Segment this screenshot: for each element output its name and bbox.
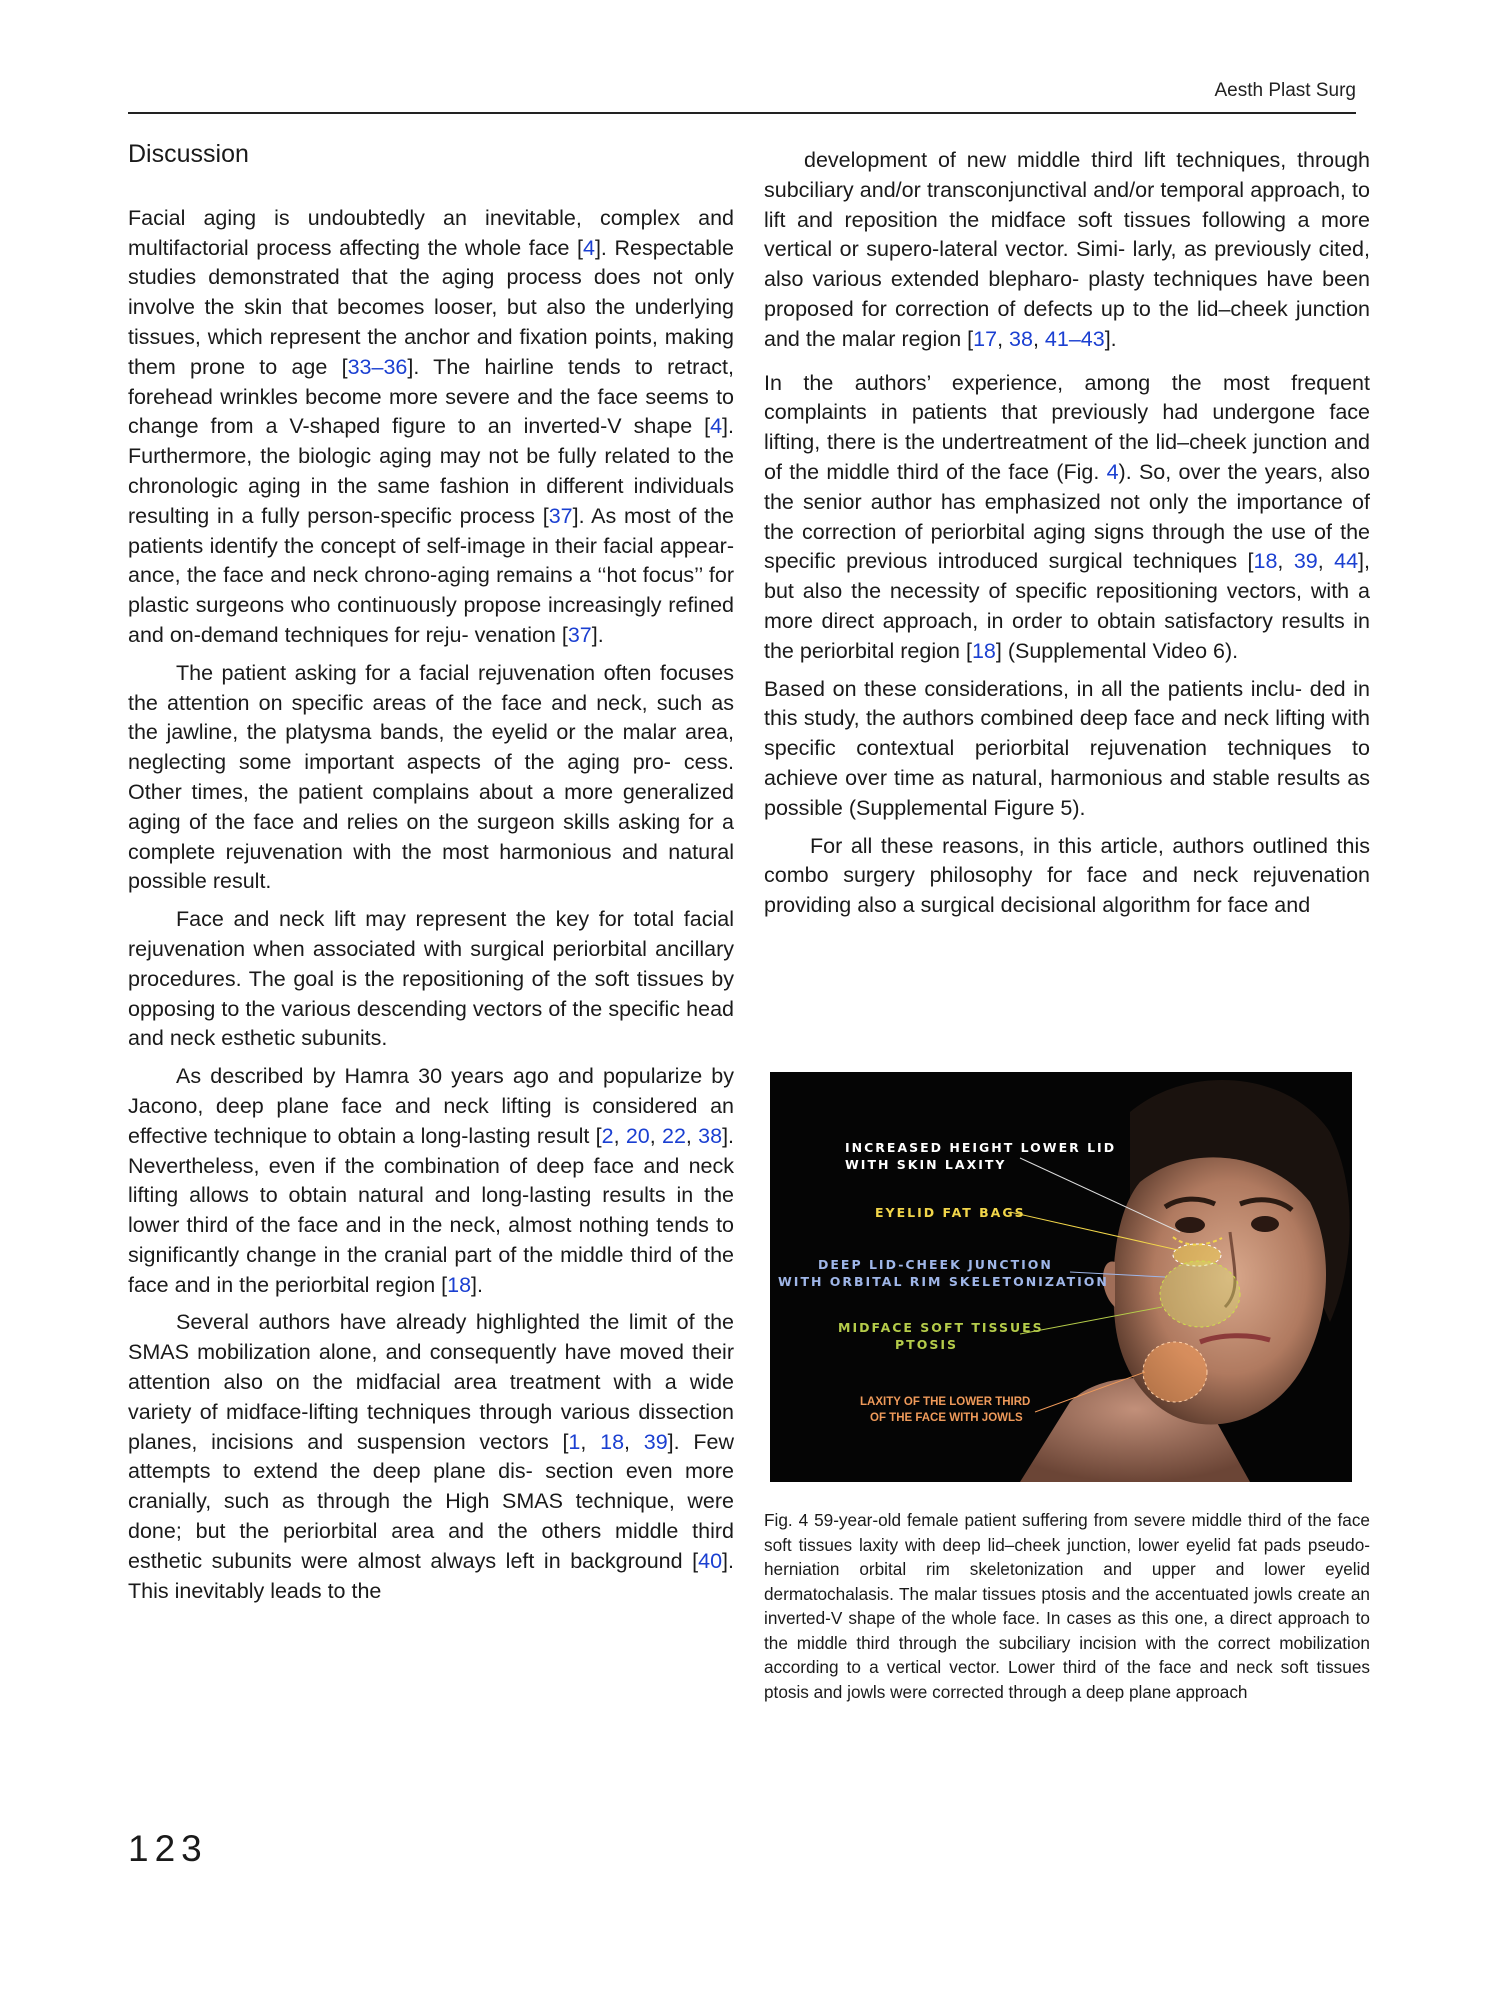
label-midface: MIDFACE SOFT TISSUES [838,1320,1044,1335]
label-jowls: LAXITY OF THE LOWER THIRD [860,1396,1031,1408]
paragraph-9: For all these reasons, in this article, authors outlined this combo surgery philosophy for face and neck rejuvenation providing also a surgical decisional algorithm for face and [764,833,1370,918]
citation-link[interactable]: 37 [548,503,573,528]
midface-overlay [1160,1261,1240,1327]
paragraph-6: development of new middle third lift techniques, through subciliary and/or transconjunctival and/or temporal approach, to lift and reposition the midface soft tissues following a more vertical or supero-lateral vector. Simi- larly, as previously cited, also various extended blepharo- plasty techniques have been proposed for correction of defects up to the lid–cheek junction and the malar region [17, 38, 41–43]. [764,148,1370,351]
citation-link[interactable]: 18 [1253,549,1278,574]
label-midface-2: PTOSIS [895,1337,958,1352]
citation-link[interactable]: 40 [698,1548,723,1573]
citation-link[interactable]: 17 [973,326,998,351]
citation-link[interactable]: 18 [600,1429,625,1454]
citation-link[interactable]: 44 [1334,549,1359,574]
citation-link[interactable]: 22 [661,1123,686,1148]
citation-link[interactable]: 18 [971,638,996,663]
page-number: 123 [128,1828,208,1869]
citation-link[interactable]: 4 [582,235,595,260]
eye-left [1175,1217,1205,1233]
citation-link[interactable]: 20 [625,1123,650,1148]
eye-right [1251,1216,1279,1232]
figure-4-photo [770,1072,1352,1482]
citation-link[interactable]: 4 [710,414,723,439]
running-header [128,80,1356,114]
jowl-overlay [1143,1342,1207,1402]
annotated-face-photo [770,1072,1352,1482]
citation-link[interactable]: 38 [1009,326,1033,351]
label-lower-lid-2: WITH SKIN LAXITY [845,1157,1007,1172]
paragraph-2: The patient asking for a facial rejuvenation often focuses the attention on specific areas of the face and neck, such as the jawline, the platysma bands, the eyelid or the malar area, neglecting some important aspects of the aging pro- cess. Other times, the patient complains about a more generalized aging of the face and relies on the surgeon skills asking for a complete rejuvenation with the most harmonious and natural possible result. [128,660,734,894]
label-lower-lid: INCREASED HEIGHT LOWER LID [845,1140,1117,1155]
citation-link[interactable]: 39 [1293,549,1318,574]
citation-link[interactable]: 37 [567,622,592,647]
figure-link[interactable]: 4 [1106,459,1119,484]
left-column [128,140,734,1614]
paragraph-1: Facial aging is undoubtedly an inevitable, complex and multifactorial process affecting the whole face [4]. Respectable studies demonstrated that the aging process does not only involve the skin that becomes looser, but also the underlying tissues, which represent the anchor and fixation points, making them prone to age [33–36]. The hairline tends to retract, forehead wrinkles become more severe and the face seems to change from a V-shaped figure to an inverted-V shape [4]. Furthermore, the biologic aging may not be fully related to the chronologic aging in the same fashion in different individuals resulting in a fully person-specific process [37]. As most of the patients identify the concept of self-image in their facial appear- ance, the face and neck chrono-aging remains a ‘‘hot focus’’ for plastic surgeons who continuously propose increasingly refined and on-demand techniques for reju- venation [37]. [128,205,734,647]
label-lid-cheek-2: WITH ORBITAL RIM SKELETONIZATION [778,1274,1109,1289]
citation-link[interactable]: 1 [568,1429,581,1454]
paragraph-5: Several authors have already highlighted the limit of the SMAS mobilization alone, and consequently have moved their attention also on the midfacial area treatment with a wide variety of midface-lifting techniques through various dissection planes, incisions and suspension vectors [1, 18, 39]. Few attempts to extend the deep plane dis- section even more cranially, such as through the High SMAS technique, were done; but the periorbital area and the others middle third esthetic subunits were almost always left in background [40]. This inevitably leads to the [128,1310,734,1603]
citation-link[interactable]: 33–36 [347,354,408,379]
journal-name: Aesth Plast Surg [1214,80,1356,101]
section-heading: Discussion [128,140,249,168]
figure-caption: Fig. 4 59-year-old female patient suffering from severe middle third of the face soft tissues laxity with deep lid–cheek junction, lower eyelid fat pads pseudo-herniation orbital rim skeletonization and upper and lower eyelid dermatochalasis. The malar tissues ptosis and the accentuated jowls create an inverted-V shape of the whole face. In cases as this one, a direct approach to the middle third through the subciliary incision with the correct mobilization according to a vertical vector. Lower third of the face and neck soft tissues ptosis and jowls were corrected through a deep plane approach [764,1510,1370,1702]
citation-link[interactable]: 2 [601,1123,614,1148]
citation-link[interactable]: 39 [643,1429,668,1454]
paragraph-7: In the authors’ experience, among the most frequent complaints in patients that previously had undergone face lifting, there is the undertreatment of the lid–cheek junction and of the middle third of the face (Fig. 4). So, over the years, also the senior author has emphasized not only the importance of the correction of periorbital aging signs through the use of the specific previous introduced surgical techniques [18, 39, 44], but also the necessity of specific repositioning vectors, with a more direct approach, in order to obtain satisfactory results in the periorbital region [18] (Supplemental Video 6). [764,370,1370,663]
right-column [764,146,1370,929]
label-jowls-2: OF THE FACE WITH JOWLS [870,1412,1023,1424]
paragraph-4: As described by Hamra 30 years ago and popularize by Jacono, deep plane face and neck lifting is considered an effective technique to obtain a long-lasting result [2, 20, 22, 38]. Nevertheless, even if the combination of deep face and neck lifting allows to obtain natural and long-lasting results in the lower third of the face and in the neck, almost nothing tends to significantly change in the cranial part of the middle third of the face and in the periorbital region [18]. [128,1064,735,1297]
citation-link[interactable]: 18 [447,1272,472,1297]
paragraph-8: Based on these considerations, in all the patients inclu- ded in this study, the authors combined deep face and neck lifting with specific contextual periorbital rejuvenation techniques to achieve over time as natural, harmonious and stable results as possible (Supplemental Figure 5). [764,676,1370,820]
citation-link[interactable]: 38 [698,1123,723,1148]
label-lid-cheek: DEEP LID-CHEEK JUNCTION [818,1257,1053,1272]
paragraph-3: Face and neck lift may represent the key for total facial rejuvenation when associated with surgical periorbital ancillary procedures. The goal is the repositioning of the soft tissues by opposing to the various descending vectors of the specific head and neck esthetic subunits. [128,907,734,1051]
label-fat-bags: EYELID FAT BAGS [875,1205,1026,1220]
citation-link[interactable]: 41–43 [1044,326,1105,351]
